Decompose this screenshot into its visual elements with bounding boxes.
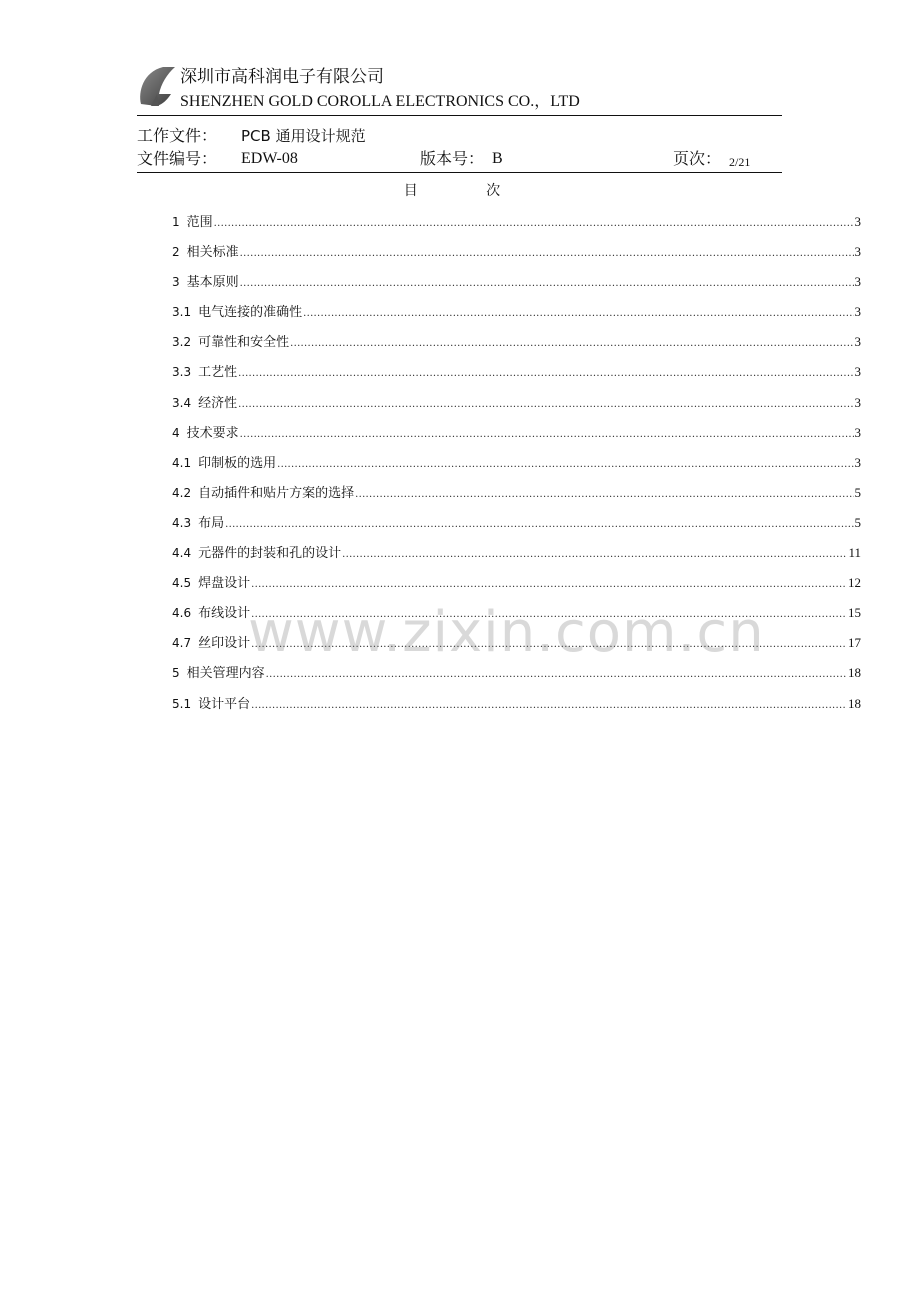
toc-entry-page: 3 [854,244,861,260]
toc-entry-number: 2 [172,245,180,260]
toc-dot-leader [238,368,853,379]
toc-entry-title: 工艺性 [198,365,238,381]
toc-entry-title: 经济性 [198,395,238,411]
version-label: 版本号： [420,149,485,168]
toc-entry[interactable] [172,452,861,482]
doc-title: PCB 通用设计规范 [241,127,366,145]
toc-entry-title: 设计平台 [198,696,251,712]
toc-entry-page: 3 [854,454,861,470]
toc-dot-leader [251,700,847,711]
toc-dot-leader [290,338,853,349]
header-divider [137,115,782,116]
toc-entry-number: 3.3 [172,365,192,380]
toc-entry-title: 自动插件和贴片方案的选择 [198,485,355,501]
toc-entry-number: 4.5 [172,576,192,591]
toc-dot-leader [277,459,853,470]
toc-entry-title: 布线设计 [198,606,251,622]
toc-entry-title: 技术要求 [186,425,239,441]
toc-entry-number: 5.1 [172,696,192,711]
toc-entry-title: 范围 [186,215,213,230]
toc-entry-title: 布局 [198,515,225,531]
toc-entry-number: 4.7 [172,636,192,651]
toc-entry-title: 电气连接的准确性 [198,305,303,321]
toc-entry[interactable] [172,542,861,572]
toc-dot-leader [240,429,854,440]
toc-entry-title: 基本原则 [186,275,239,291]
toc-entry[interactable] [172,361,861,391]
toc-dot-leader [342,549,847,560]
toc-dot-leader [240,248,854,259]
toc-entry-number: 4.6 [172,606,192,621]
toc-dot-leader [240,278,854,289]
toc-entry-number: 1 [172,215,180,229]
toc-entry-page: 3 [854,334,861,350]
toc-dot-leader [238,399,853,410]
toc-entry-title: 元器件的封装和孔的设计 [198,546,342,562]
toc-entry[interactable] [172,392,861,422]
toc-dot-leader [225,519,853,530]
toc-entry[interactable] [172,271,861,301]
toc-entry-page: 12 [848,575,861,591]
toc-dot-leader [251,579,847,590]
toc-entry[interactable] [172,331,861,361]
meta-divider [137,172,782,173]
toc-entry-number: 3 [172,275,180,290]
company-name-cn: 深圳市高科润电子有限公司 [180,67,384,87]
doc-number-label: 文件编号： [137,149,218,168]
toc-entry[interactable] [172,572,861,602]
page-number: 2/21 [729,155,751,169]
toc-entry-page: 3 [854,424,861,440]
toc-entry-number: 4.4 [172,546,192,561]
toc-entry-page: 3 [854,304,861,320]
toc-entry-title: 相关标准 [186,245,239,261]
version-value: B [492,150,503,167]
toc-entry[interactable] [172,512,861,542]
toc-entry-page: 5 [854,514,861,530]
toc-entry-number: 4.3 [172,515,192,530]
toc-entry-page: 15 [848,605,861,621]
toc-entry-number: 3.1 [172,305,192,320]
toc-entry-page: 3 [854,364,861,380]
toc-entry-page: 3 [854,394,861,410]
watermark: www.zixin.com.cn [248,600,765,665]
toc-entry-number: 3.2 [172,335,192,350]
toc-entry-number: 4.1 [172,455,192,470]
toc-entry[interactable] [172,482,861,512]
toc-dot-leader [303,308,853,319]
toc-dot-leader [266,669,847,680]
toc-entry-page: 5 [854,484,861,500]
toc-entry-page: 3 [854,214,861,229]
doc-number: EDW-08 [241,150,298,167]
toc-entry-number: 4.2 [172,485,192,500]
toc-entry-title: 焊盘设计 [198,576,251,592]
toc-entry[interactable] [172,662,861,692]
toc-entry[interactable] [172,211,861,241]
toc-entry[interactable] [172,301,861,331]
page-label: 页次： [673,149,722,168]
toc-entry-title: 印制板的选用 [198,455,277,471]
toc-entry-title: 丝印设计 [198,636,251,652]
company-logo-icon [137,64,181,108]
toc-entry-number: 4 [172,425,180,440]
company-name-en: SHENZHEN GOLD COROLLA ELECTRONICS CO.，LTD [180,93,580,110]
toc-entry[interactable] [172,241,861,271]
toc-entry-page: 11 [848,545,861,561]
toc-entry-page: 18 [848,665,861,681]
toc-entry-page: 3 [854,274,861,290]
toc-dot-leader [355,489,853,500]
toc-entry-title: 相关管理内容 [186,666,265,682]
toc-entry-page: 17 [848,635,861,651]
toc-heading: 目 次 [403,183,533,199]
doc-label: 工作文件： [137,126,218,145]
toc-entry-number: 5 [172,666,180,681]
toc-entry[interactable] [172,693,861,723]
toc-entry-number: 3.4 [172,395,192,410]
toc-entry[interactable] [172,422,861,452]
toc-entry-page: 18 [848,695,861,711]
toc-dot-leader [214,218,854,229]
toc-entry-title: 可靠性和安全性 [198,335,290,351]
